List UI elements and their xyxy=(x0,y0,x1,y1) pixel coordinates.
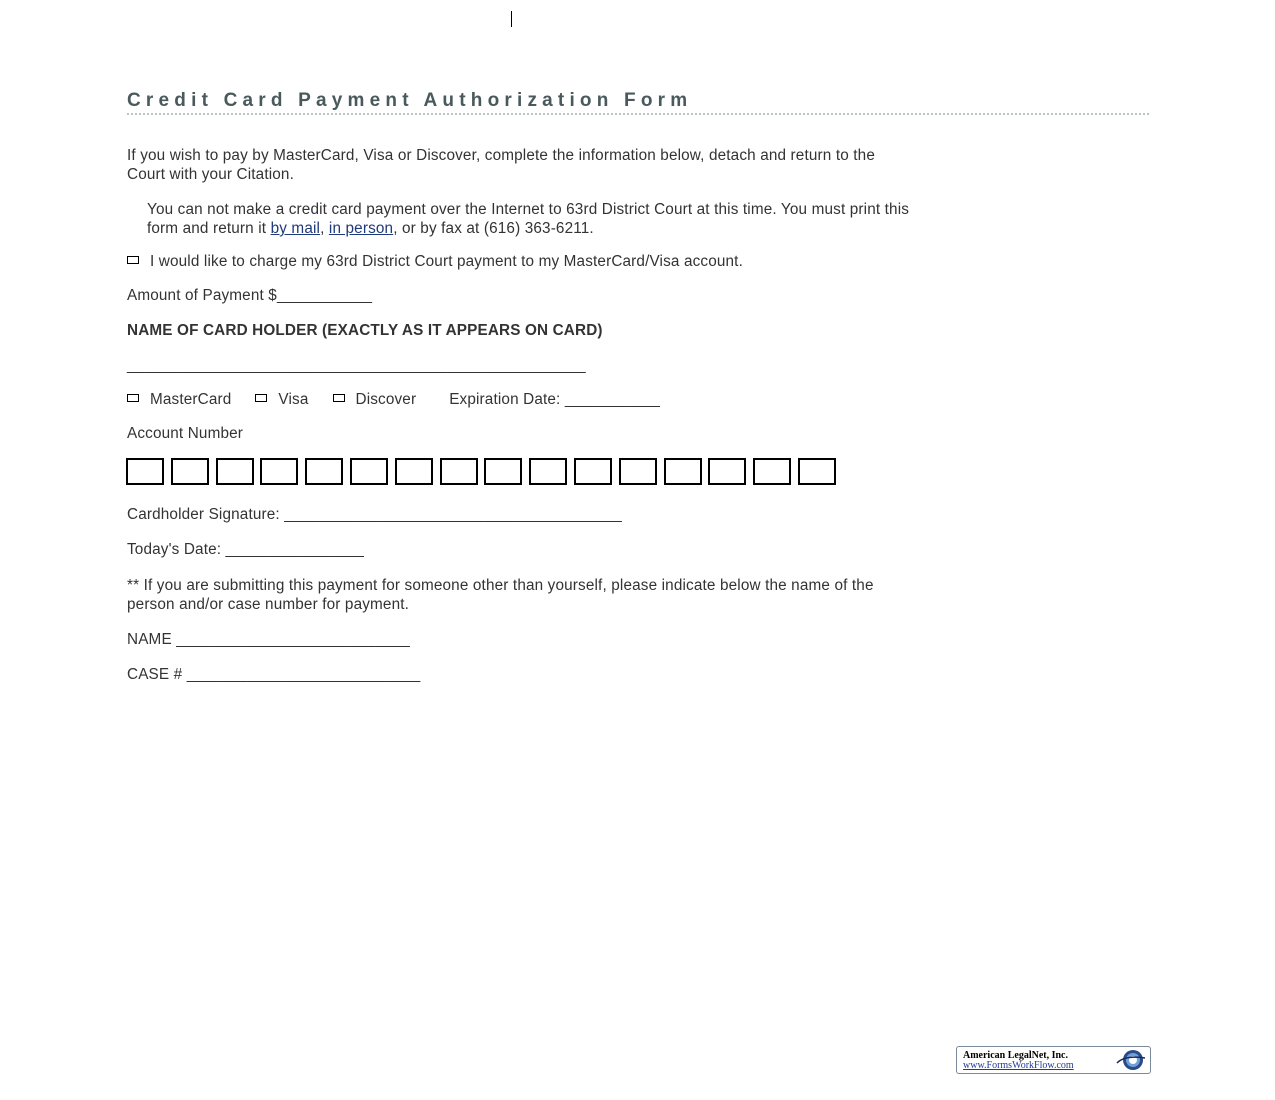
card-option-mastercard xyxy=(127,390,231,409)
american-legalnet-logo[interactable] xyxy=(956,1046,1151,1074)
notice-text: You can not make a credit card payment over the Internet to 63rd District Court at this time. You must print this xyxy=(147,201,910,218)
notice-prefix: form and return it xyxy=(147,220,271,237)
mastercard-label: MasterCard xyxy=(150,391,232,408)
notice-text-line2 xyxy=(147,219,594,238)
charge-checkbox[interactable] xyxy=(127,256,139,264)
logo-company-name: American LegalNet, Inc. xyxy=(963,1050,1068,1061)
visa-label: Visa xyxy=(278,391,309,408)
account-digit-box[interactable] xyxy=(574,458,612,485)
account-number-boxes xyxy=(126,458,836,485)
cardholder-name-field[interactable]: _____________________________________________________ xyxy=(127,357,586,374)
account-digit-box[interactable] xyxy=(216,458,254,485)
card-option-visa xyxy=(255,390,308,409)
visa-checkbox[interactable] xyxy=(255,394,267,402)
account-digit-box[interactable] xyxy=(350,458,388,485)
account-digit-box[interactable] xyxy=(708,458,746,485)
card-type-row xyxy=(127,390,660,409)
title-divider xyxy=(127,113,1149,115)
account-digit-box[interactable] xyxy=(305,458,343,485)
account-digit-box[interactable] xyxy=(484,458,522,485)
name-field[interactable]: NAME ___________________________ xyxy=(127,631,410,648)
notice-sep: , xyxy=(320,220,329,237)
discover-checkbox[interactable] xyxy=(333,394,345,402)
intro-text-line2: Court with your Citation. xyxy=(127,166,294,183)
in-person-link[interactable]: in person xyxy=(328,220,394,237)
text-cursor xyxy=(511,11,512,27)
expiration-date-field[interactable]: Expiration Date: ___________ xyxy=(449,391,661,408)
account-digit-box[interactable] xyxy=(395,458,433,485)
todays-date-field[interactable]: Today's Date: ________________ xyxy=(127,541,365,558)
logo-url-link[interactable]: www.FormsWorkFlow.com xyxy=(963,1060,1074,1071)
account-digit-box[interactable] xyxy=(126,458,164,485)
other-person-note-line2: person and/or case number for payment. xyxy=(127,596,410,613)
account-number-label: Account Number xyxy=(127,425,244,442)
account-digit-box[interactable] xyxy=(171,458,209,485)
other-person-note: ** If you are submitting this payment for someone other than yourself, please indicate below the name of the xyxy=(127,577,874,594)
discover-label: Discover xyxy=(355,391,417,408)
by-mail-link[interactable]: by mail xyxy=(270,220,321,237)
amount-of-payment-field[interactable]: Amount of Payment $___________ xyxy=(127,287,373,304)
globe-icon xyxy=(1115,1049,1147,1071)
intro-text: If you wish to pay by MasterCard, Visa or Discover, complete the information below, detach and return to the xyxy=(127,147,875,164)
cardholder-name-heading: NAME OF CARD HOLDER (EXACTLY AS IT APPEARS ON CARD) xyxy=(127,322,603,339)
account-digit-box[interactable] xyxy=(753,458,791,485)
account-digit-box[interactable] xyxy=(798,458,836,485)
account-digit-box[interactable] xyxy=(529,458,567,485)
account-digit-box[interactable] xyxy=(440,458,478,485)
charge-authorization-row xyxy=(127,252,743,271)
notice-suffix: , or by fax at (616) 363-6211. xyxy=(393,220,594,237)
mastercard-checkbox[interactable] xyxy=(127,394,139,402)
card-option-discover xyxy=(333,390,417,409)
account-digit-box[interactable] xyxy=(664,458,702,485)
page-title: Credit Card Payment Authorization Form xyxy=(127,90,693,111)
account-digit-box[interactable] xyxy=(260,458,298,485)
account-digit-box[interactable] xyxy=(619,458,657,485)
cardholder-signature-field[interactable]: Cardholder Signature: _______________________________________ xyxy=(127,506,622,523)
charge-checkbox-label: I would like to charge my 63rd District Court payment to my MasterCard/Visa account. xyxy=(150,253,743,270)
case-number-field[interactable]: CASE # ___________________________ xyxy=(127,666,421,683)
